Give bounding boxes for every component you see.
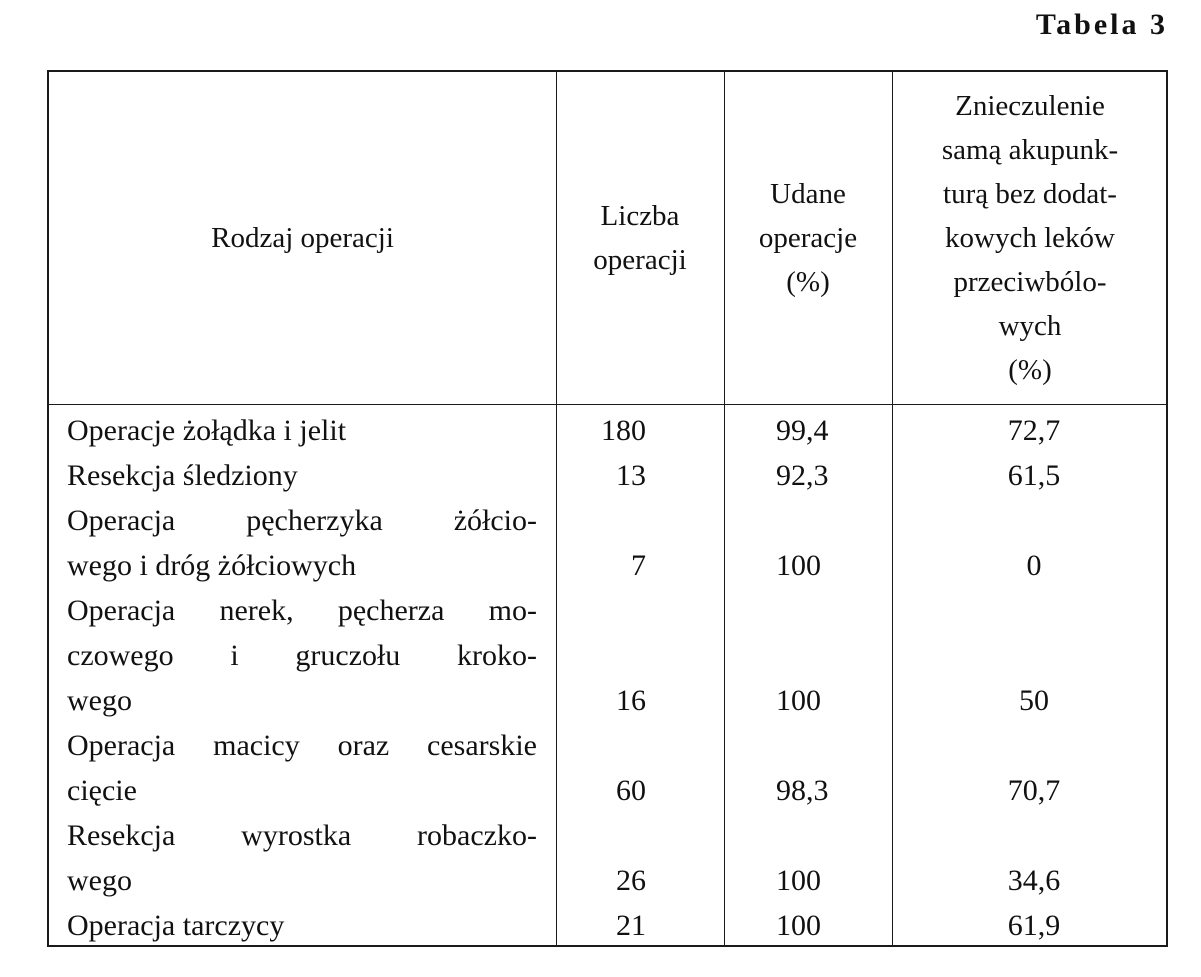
operation-count: 16 — [616, 684, 646, 717]
anesthesia-rate: 61,5 — [1007, 459, 1061, 492]
operation-type — [67, 408, 537, 453]
operation-type-line: Operacja nerek, pęcherza mo- — [67, 594, 537, 627]
table-row — [49, 408, 1166, 453]
table-row — [49, 813, 1166, 903]
operation-count: 180 — [601, 414, 646, 447]
table-row — [49, 588, 1166, 723]
operation-type-line: Operacje żołądka i jelit — [67, 414, 347, 447]
operation-type — [67, 903, 537, 948]
anesthesia-rate: 34,6 — [1007, 864, 1061, 897]
operation-type-line: wego — [67, 864, 132, 897]
operation-count: 7 — [631, 549, 646, 582]
success-rate: 99,4 — [776, 414, 829, 447]
success-rate: 100 — [776, 684, 821, 717]
operation-type — [67, 813, 537, 903]
success-rate: 100 — [776, 549, 821, 582]
operation-type-line: wego i dróg żółciowych — [67, 549, 357, 582]
header-count: Liczba operacji — [593, 200, 687, 276]
header-type: Rodzaj operacji — [211, 222, 394, 254]
success-rate: 92,3 — [776, 459, 829, 492]
operation-type-line: wego — [67, 684, 132, 717]
operation-type-line: Resekcja śledziony — [67, 459, 298, 492]
operation-type-line: Resekcja wyrostka robaczko- — [67, 819, 537, 852]
table-row — [49, 903, 1166, 948]
anesthesia-rate: 50 — [1019, 684, 1049, 717]
table-row — [49, 723, 1166, 813]
operation-count: 60 — [616, 774, 646, 807]
table-caption: Tabela 3 — [1035, 8, 1168, 41]
operations-table — [47, 70, 1168, 947]
operation-type-line: Operacja pęcherzyka żółcio- — [67, 504, 537, 537]
operation-type — [67, 498, 537, 588]
success-rate: 98,3 — [776, 774, 829, 807]
header-anesthesia: Znieczulenie samą akupunk- turą bez dodat- kowych leków przeciwbólo- wych (%) — [941, 90, 1119, 386]
operation-type — [67, 453, 537, 498]
operation-count: 21 — [616, 909, 646, 942]
operation-type — [67, 588, 537, 723]
operation-type — [67, 723, 537, 813]
header-success: Udane operacje (%) — [758, 178, 858, 298]
operation-type-line: Operacja macicy oraz cesarskie — [67, 729, 537, 762]
anesthesia-rate: 0 — [1026, 549, 1042, 582]
operation-count: 13 — [616, 459, 646, 492]
operation-count: 26 — [616, 864, 646, 897]
operation-type-line: Operacja tarczycy — [67, 909, 285, 942]
success-rate: 100 — [776, 909, 821, 942]
header-divider — [49, 404, 1166, 405]
anesthesia-rate: 72,7 — [1007, 414, 1061, 447]
table-row — [49, 498, 1166, 588]
operation-type-line: czowego i gruczołu kroko- — [67, 639, 537, 672]
anesthesia-rate: 61,9 — [1007, 909, 1061, 942]
anesthesia-rate: 70,7 — [1007, 774, 1061, 807]
table-row — [49, 453, 1166, 498]
operation-type-line: cięcie — [67, 774, 137, 807]
success-rate: 100 — [776, 864, 821, 897]
